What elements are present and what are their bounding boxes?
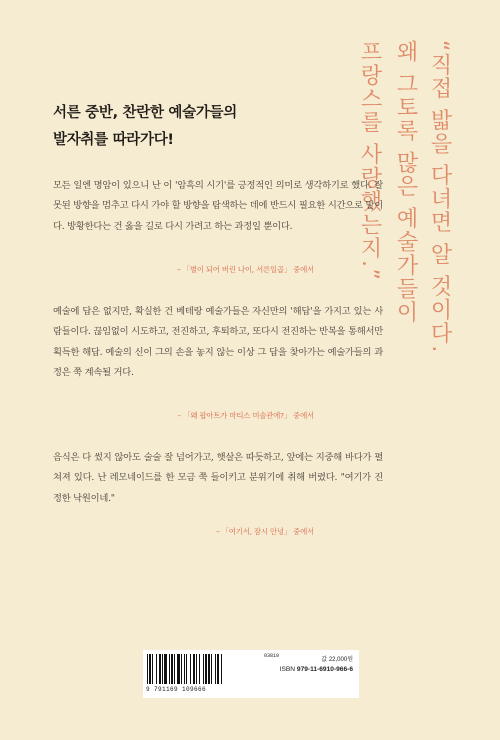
barcode-digits: 9 791169 109666: [146, 686, 207, 693]
barcode-bar: [211, 654, 212, 684]
barcode-bar: [152, 654, 153, 684]
barcode-bar: [164, 654, 167, 684]
vertical-quote-line-1: “직접 밟을 다녀면 알 것이다.: [427, 40, 452, 354]
barcode-bar: [186, 654, 187, 684]
quote-1-text: 모든 일엔 명암이 있으니 난 이 '암흑의 시기'를 긍정적인 의미로 생각하기로 했다. 잘못된 방향을 멈추고 다시 가야 할 방향을 탐색하는 데에 반드시 필요한 시간으로 말이다. 방황한다는 건 옳을 길로 다시 가려고 하는 과정일 뿐이다.: [53, 180, 383, 232]
barcode-image: [147, 654, 265, 684]
barcode-bar: [174, 654, 175, 684]
barcode-bar: [147, 654, 148, 684]
vertical-quote-line-2: 왜 그토록 많은 예술가들이: [393, 40, 418, 324]
barcode-bar: [156, 654, 157, 684]
quote-1-source: – 「별이 되어 버린 나이, 서른일곱」 중에서: [176, 265, 314, 274]
quote-2-source: – 「왜 팝아트가 마티스 미술관에?」 중에서: [177, 411, 314, 420]
barcode-bar: [208, 654, 210, 684]
barcode-bar: [181, 654, 182, 684]
isbn-number: 979-11-6910-966-6: [296, 666, 353, 673]
price: 값 22,000원: [321, 657, 353, 663]
barcode-bar: [184, 654, 185, 684]
barcode-bar: [205, 654, 207, 684]
isbn: [280, 666, 353, 673]
quote-3-source: – 「여기서, 잠시 안녕」 중에서: [215, 527, 314, 536]
barcode-bar: [221, 654, 222, 684]
barcode-bar: [190, 654, 191, 684]
vertical-quote-line-3: 프랑스를 사랑했는지.”: [357, 40, 382, 282]
isbn-label: ISBN: [279, 666, 296, 673]
barcode-bar: [217, 654, 219, 684]
barcode-bar: [171, 654, 173, 684]
headline: [53, 100, 373, 154]
barcode-bar: [169, 654, 170, 684]
barcode-bar: [177, 654, 180, 684]
barcode-bar: [199, 654, 200, 684]
headline-line-1: 서른 중반, 찬란한 예술가들의: [53, 105, 237, 121]
quote-3-text: 음식은 다 썼지 않아도 술술 잘 넘어가고, 햇살은 따듯하고, 앞에는 지중해 바다가 펼쳐져 있다. 난 레모네이드를 한 모금 쭉 들이키고 분위기에 취해 버렸다. "여기가 진정한 낙원이네.": [53, 452, 383, 504]
barcode-bar: [203, 654, 204, 684]
barcode-bar: [159, 654, 161, 684]
headline-line-2: 발자취를 따라가다!: [53, 132, 174, 148]
quote-2-text: 예술에 답은 없지만, 확실한 건 베테랑 예술가들은 자신만의 '해답'을 가지고 있는 사람들이다. 끊임없이 시도하고, 전진하고, 후퇴하고, 또다시 전진하는 반복을 통해서만 획득한 해답. 예술의 신이 그의 손을 놓지 않는 이상 그 답을 찾아가는 예술가들의 과정은 쭉 계속될 거다.: [53, 306, 383, 379]
barcode-bar: [162, 654, 163, 684]
barcode-bar: [196, 654, 197, 684]
barcode-bar: [149, 654, 151, 684]
barcode-add-on: 03810: [264, 653, 280, 659]
barcode-label: [143, 650, 359, 698]
barcode-bar: [215, 654, 216, 684]
barcode-bar: [193, 654, 195, 684]
